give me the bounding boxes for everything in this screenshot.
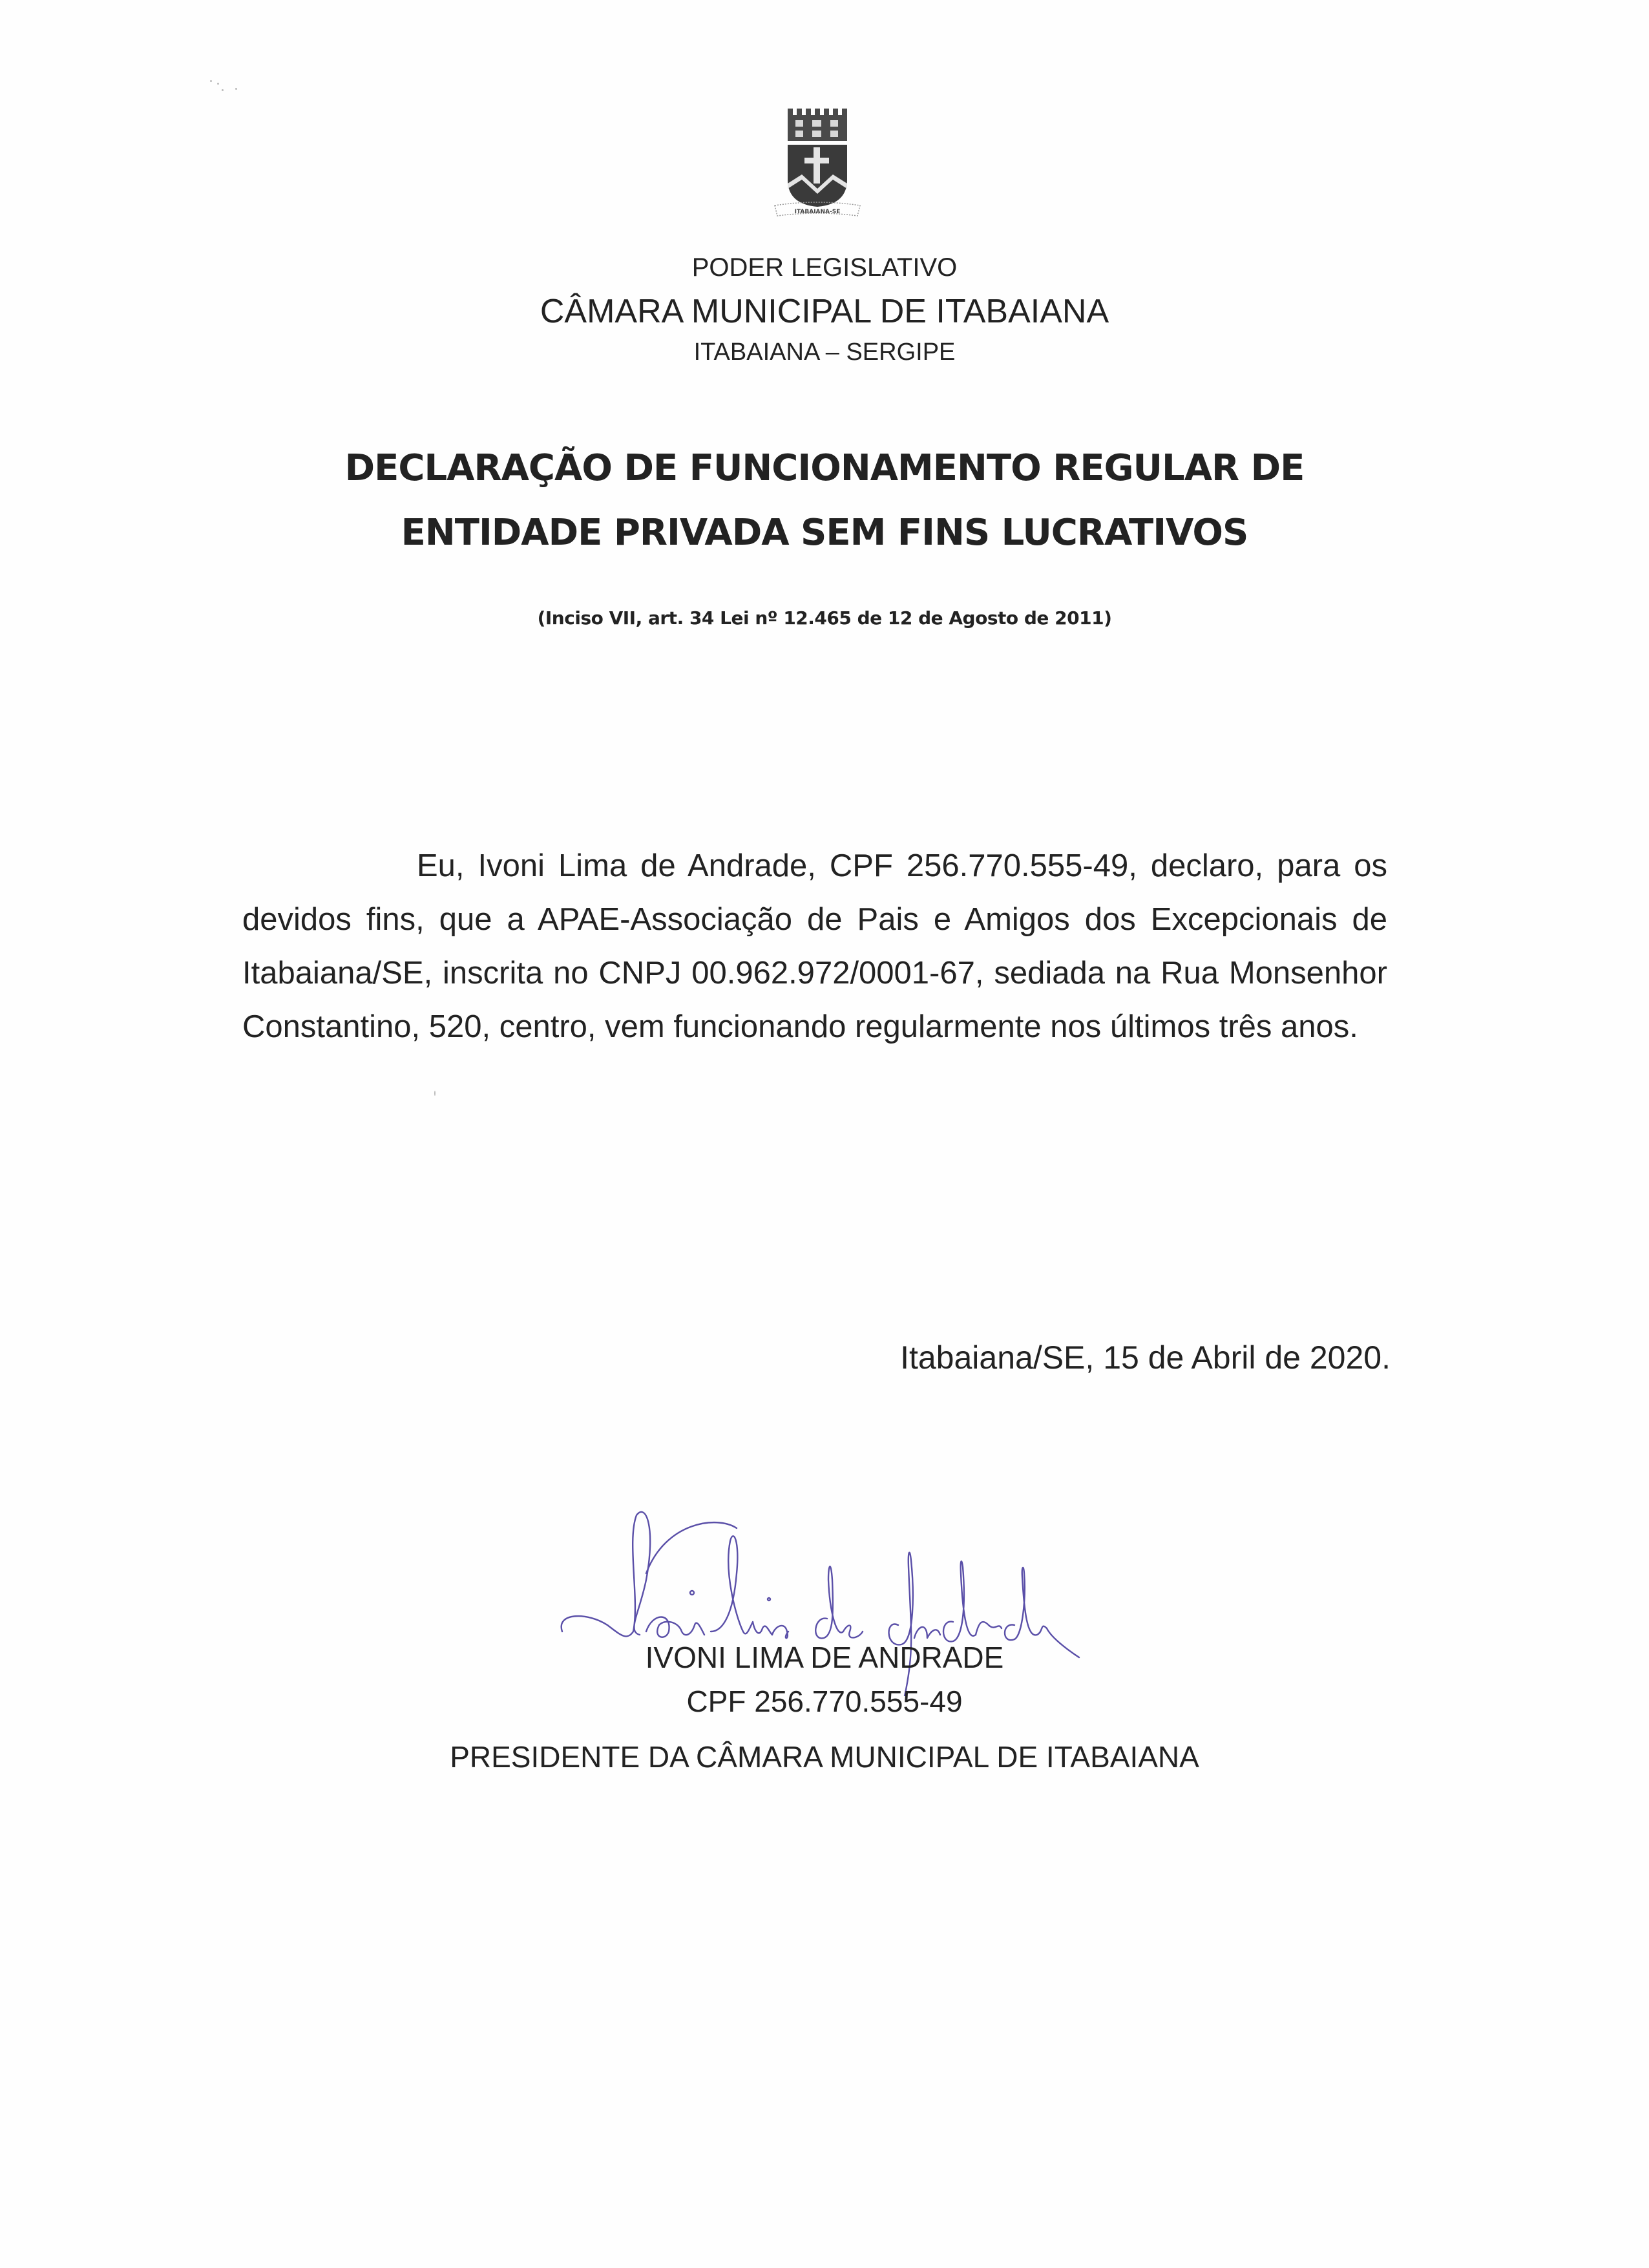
scan-artifact: [235, 88, 237, 90]
signatory-role: PRESIDENTE DA CÂMARA MUNICIPAL DE ITABAIANA: [450, 1740, 1199, 1774]
document-title-line-2: ENTIDADE PRIVADA SEM FINS LUCRATIVOS: [401, 512, 1248, 554]
signatory-name: IVONI LIMA DE ANDRADE: [645, 1641, 1004, 1674]
header-branch: PODER LEGISLATIVO: [691, 253, 958, 282]
header-location: ITABAIANA – SERGIPE: [693, 339, 956, 366]
scan-artifact: [222, 89, 224, 91]
document-title-line-1: DECLARAÇÃO DE FUNCIONAMENTO REGULAR DE: [344, 447, 1305, 489]
legal-reference: (Inciso VII, art. 34 Lei nº 12.465 de 12 de Agosto de 2011): [537, 607, 1112, 629]
signatory-cpf: CPF 256.770.555-49: [686, 1685, 963, 1718]
coat-of-arms-icon: [772, 102, 863, 218]
declaration-paragraph: Eu, Ivoni Lima de Andrade, CPF 256.770.555-49, declaro, para os devidos fins, que a APAE-Associação de Pais e Amigos dos Excepcionais de Itabaiana/SE, inscrita no CNPJ 00.962.972/0001-67, sediada na Rua Monsenhor Constantino, 520, centro, vem funcionando regularmente nos últimos três anos.: [242, 848, 1387, 1044]
svg-text:ITABAIANA-SE: ITABAIANA-SE: [794, 209, 841, 215]
date-place-line: Itabaiana/SE, 15 de Abril de 2020.: [900, 1339, 1391, 1376]
scan-artifact: [217, 83, 219, 85]
scan-artifact: [210, 80, 212, 82]
header-institution: CÂMARA MUNICIPAL DE ITABAIANA: [540, 293, 1109, 330]
scan-artifact: [434, 1091, 436, 1096]
